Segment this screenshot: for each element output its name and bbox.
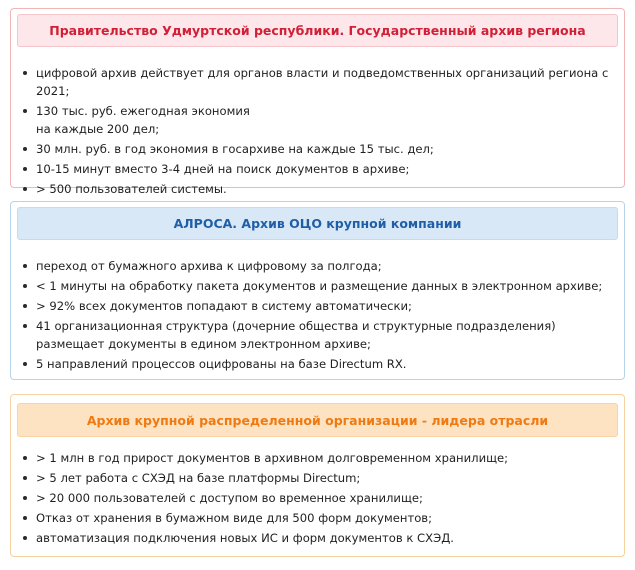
list-item: > 1 млн в год прирост документов в архивном долговременном хранилище; bbox=[21, 449, 616, 467]
list-item: 5 направлений процессов оцифрованы на базе Directum RX. bbox=[21, 355, 616, 373]
list-item: переход от бумажного архива к цифровому за полгода; bbox=[21, 257, 616, 275]
list-item: < 1 минуты на обработку пакета документов и размещение данных в электронном архиве; bbox=[21, 277, 616, 295]
distributed-org-archive-card bbox=[10, 394, 625, 557]
bullet-icon bbox=[23, 304, 27, 308]
bullet-icon bbox=[23, 109, 27, 113]
bullet-list bbox=[21, 64, 616, 200]
bullet-icon bbox=[23, 536, 27, 540]
bullet-icon bbox=[23, 516, 27, 520]
list-item: цифровой архив действует для органов власти и подведомственных организаций региона с 2021; bbox=[21, 64, 616, 100]
list-item: 130 тыс. руб. ежегодная экономия на каждые 200 дел; bbox=[21, 102, 616, 138]
list-item: 10-15 минут вместо 3-4 дней на поиск документов в архиве; bbox=[21, 160, 616, 178]
list-item: > 500 пользователей системы. bbox=[21, 180, 616, 198]
card-title: Архив крупной распределенной организации - лидера отрасли bbox=[17, 403, 618, 437]
bullet-icon bbox=[23, 284, 27, 288]
list-item: Отказ от хранения в бумажном виде для 500 форм документов; bbox=[21, 509, 616, 527]
bullet-icon bbox=[23, 264, 27, 268]
bullet-icon bbox=[23, 71, 27, 75]
alrosa-archive-card bbox=[10, 201, 625, 380]
bullet-icon bbox=[23, 362, 27, 366]
bullet-list bbox=[21, 449, 616, 549]
list-item: 41 организационная структура (дочерние общества и структурные подразделения) размещает документы в едином электронном архиве; bbox=[21, 317, 616, 353]
card-title: АЛРОСА. Архив ОЦО крупной компании bbox=[17, 207, 618, 240]
bullet-icon bbox=[23, 147, 27, 151]
bullet-icon bbox=[23, 167, 27, 171]
list-item: > 5 лет работа с СХЭД на базе платформы Directum; bbox=[21, 469, 616, 487]
udmurt-archive-card bbox=[10, 8, 625, 196]
list-item: > 20 000 пользователей с доступом во временное хранилище; bbox=[21, 489, 616, 507]
list-item: 30 млн. руб. в год экономия в госархиве на каждые 15 тыс. дел; bbox=[21, 140, 616, 158]
card-title: Правительство Удмуртской республики. Государственный архив региона bbox=[17, 14, 618, 47]
list-item: автоматизация подключения новых ИС и форм документов к СХЭД. bbox=[21, 529, 616, 547]
bullet-list bbox=[21, 257, 616, 375]
list-item: > 92% всех документов попадают в систему автоматически; bbox=[21, 297, 616, 315]
bullet-icon bbox=[23, 476, 27, 480]
bullet-icon bbox=[23, 324, 27, 328]
bullet-icon bbox=[23, 456, 27, 460]
bullet-icon bbox=[23, 187, 27, 191]
bullet-icon bbox=[23, 496, 27, 500]
